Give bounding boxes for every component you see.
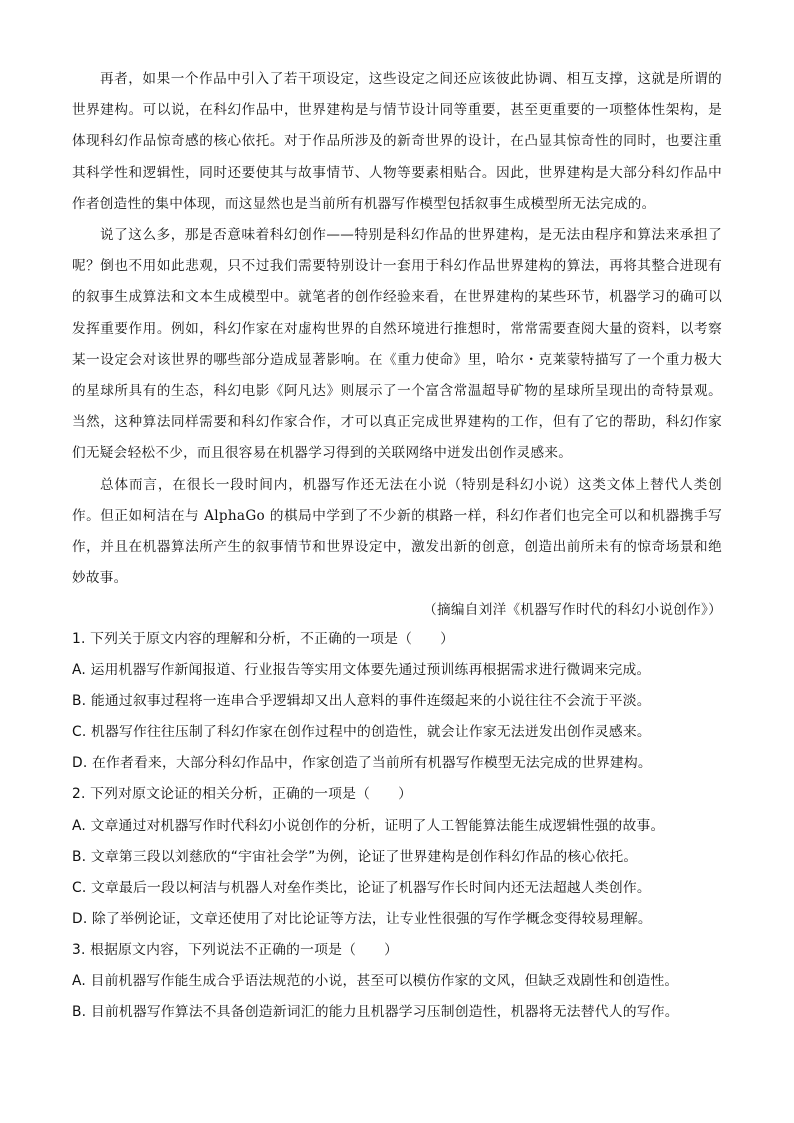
question-option: A. 目前机器写作能生成合乎语法规范的小说，甚至可以模仿作家的文风，但缺乏戏剧性和创造性。 bbox=[72, 973, 679, 990]
question-stem: 3. 根据原文内容，下列说法不正确的一项是（ ） bbox=[72, 941, 399, 958]
question-option: B. 能通过叙事过程将一连串合乎逻辑却又出人意料的事件连缀起来的小说往往不会流于平淡。 bbox=[72, 693, 651, 710]
passage-paragraph: 总体而言，在很长一段时间内，机器写作还无法在小说（特别是科幻小说）这类文体上替代人类创作。但正如柯洁在与 AlphaGo 的棋局中学到了不少新的棋路一样，科幻作者们也完全可以和机器携手写作，并且在机器算法所产生的叙事情节和世界设定中，激发出新的创意，创造出前所未有的惊奇场景和绝妙故事。 bbox=[72, 476, 722, 587]
question-option: C. 机器写作往往压制了科幻作家在创作过程中的创造性，就会让作家无法迸发出创作灵感来。 bbox=[72, 724, 651, 741]
question-option: C. 文章最后一段以柯洁与机器人对垒作类比，论证了机器写作长时间内还无法超越人类创作。 bbox=[72, 879, 651, 896]
question-stem: 1. 下列关于原文内容的理解和分析，不正确的一项是（ ） bbox=[72, 631, 455, 647]
reading-passage bbox=[72, 64, 722, 627]
passage-source: （摘编自刘洋《机器写作时代的科幻小说创作》） bbox=[423, 602, 722, 619]
question-list bbox=[72, 624, 722, 1028]
question-block bbox=[72, 624, 722, 779]
question-option: D. 在作者看来，大部分科幻作品中，作家创造了当前所有机器写作模型无法完成的世界建构。 bbox=[72, 755, 652, 772]
passage-paragraph: 说了这么多，那是否意味着科幻创作——特别是科幻作品的世界建构，是无法由程序和算法来承担了呢？倒也不用如此悲观，只不过我们需要特别设计一套用于科幻作品世界建构的算法，再将其整合进现有的叙事生成算法和文本生成模型中。就笔者的创作经验来看，在世界建构的某些环节，机器学习的确可以发挥重要作用。例如，科幻作家在对虚构世界的自然环境进行推想时，常常需要查阅大量的资料，以考察某一设定会对该世界的哪些部分造成显著影响。在《重力使命》里，哈尔・克莱蒙特描写了一个重力极大的星球所具有的生态，科幻电影《阿凡达》则展示了一个富含常温超导矿物的星球所呈现出的奇特景观。当然，这种算法同样需要和科幻作家合作，才可以真正完成世界建构的工作，但有了它的帮助，科幻作家们无疑会轻松不少，而且很容易在机器学习得到的关联网络中迸发出创作灵感来。 bbox=[72, 227, 722, 462]
question-block bbox=[72, 935, 722, 1028]
question-option: B. 目前机器写作算法不具备创造新词汇的能力且机器学习压制创造性，机器将无法替代人的写作。 bbox=[72, 1004, 679, 1021]
question-option: D. 除了举例论证，文章还使用了对比论证等方法，让专业性很强的写作学概念变得较易理解。 bbox=[72, 910, 652, 927]
question-option: A. 运用机器写作新闻报道、行业报告等实用文体要先通过预训练再根据需求进行微调来完成。 bbox=[72, 662, 651, 679]
question-block bbox=[72, 779, 722, 934]
passage-paragraph: 再者，如果一个作品中引入了若干项设定，这些设定之间还应该彼此协调、相互支撑，这就是所谓的世界建构。可以说，在科幻作品中，世界建构是与情节设计同等重要，甚至更重要的一项整体性架构，是体现科幻作品惊奇感的核心依托。对于作品所涉及的新奇世界的设计，在凸显其惊奇性的同时，也要注重其科学性和逻辑性，同时还要使其与故事情节、人物等要素相贴合。因此，世界建构是大部分科幻作品中作者创造性的集中体现，而这显然也是当前所有机器写作模型包括叙事生成模型所无法完成的。 bbox=[72, 71, 722, 212]
question-option: B. 文章第三段以刘慈欣的“宇宙社会学”为例，论证了世界建构是创作科幻作品的核心依托。 bbox=[72, 848, 638, 865]
question-option: A. 文章通过对机器写作时代科幻小说创作的分析，证明了人工智能算法能生成逻辑性强的故事。 bbox=[72, 817, 665, 834]
question-stem: 2. 下列对原文论证的相关分析，正确的一项是（ ） bbox=[72, 786, 413, 803]
